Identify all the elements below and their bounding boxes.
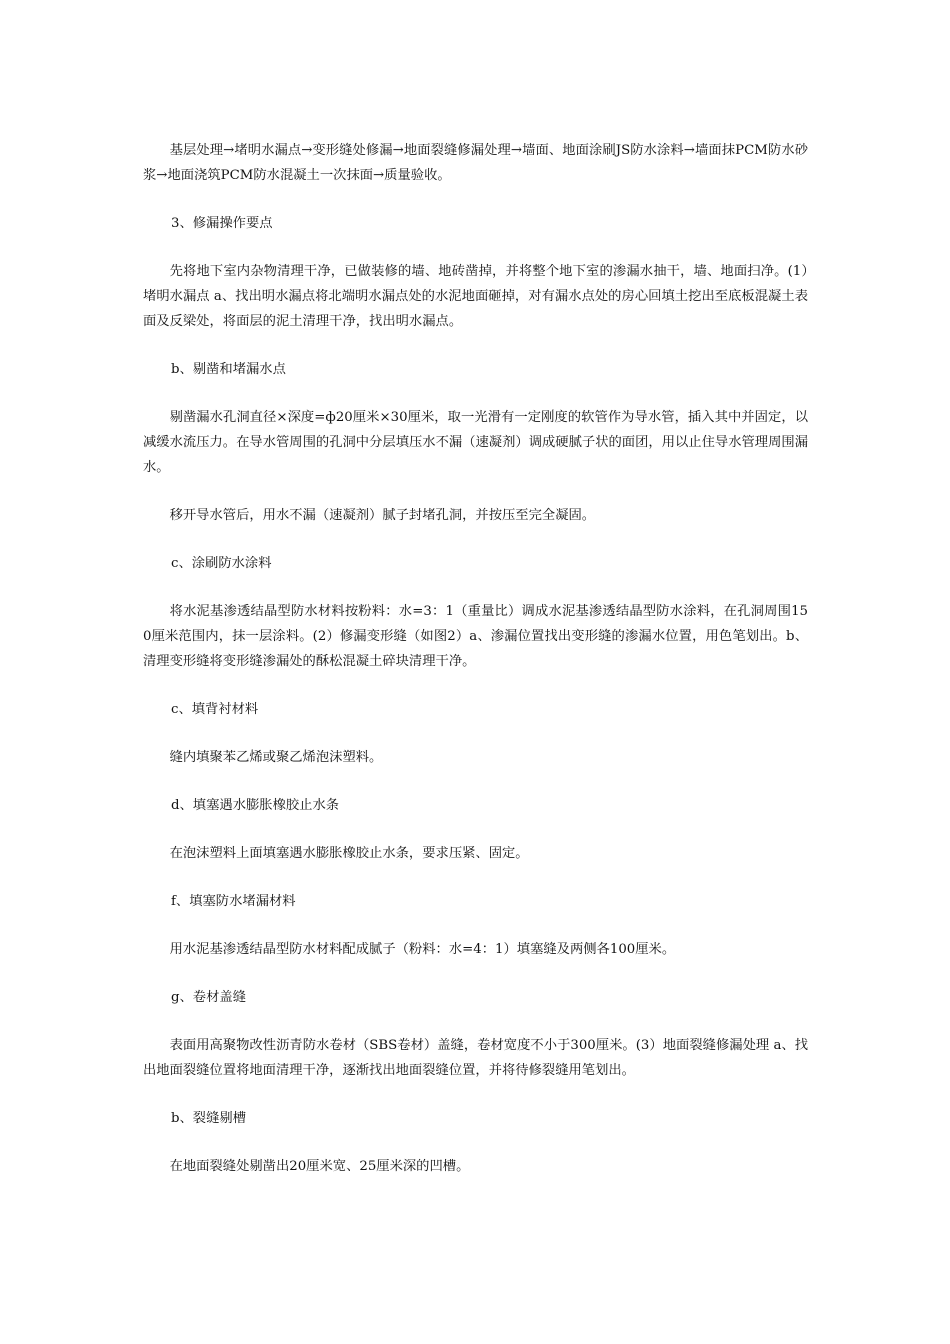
heading-plugging: f、填塞防水堵漏材料 [171,894,296,909]
paragraph-preparation: 先将地下室内杂物清理干净，已做装修的墙、地砖凿掉，并将整个地下室的渗漏水抽干，墙、地面扫净。(1）堵明水漏点 a、找出明水漏点将北端明水漏点处的水泥地面砸掉，对有漏水点处的房心回填土挖出至底板混凝土表面及反梁处，将面层的泥土清理干净，找出明水漏点。 [143,264,808,329]
paragraph-backing: 缝内填聚苯乙烯或聚乙烯泡沫塑料。 [169,750,383,765]
heading-groove: b、裂缝剔槽 [171,1111,246,1126]
heading-key-points: 3、修漏操作要点 [171,216,273,231]
document-body [143,138,808,1179]
paragraph-plugging: 用水泥基渗透结晶型防水材料配成腻子（粉料：水=4：1）填塞缝及两侧各100厘米。 [169,942,676,957]
paragraph-coating: 将水泥基渗透结晶型防水材料按粉料：水=3：1（重量比）调成水泥基渗透结晶型防水涂料，在孔洞周围150厘米范围内，抹一层涂料。(2）修漏变形缝（如图2）a、渗漏位置找出变形缝的渗漏水位置，用色笔划出。b、清理变形缝将变形缝渗漏处的酥松混凝土碎块清理干净。 [143,604,808,669]
heading-chisel-plug: b、剔凿和堵漏水点 [171,362,286,377]
paragraph-groove: 在地面裂缝处剔凿出20厘米宽、25厘米深的凹槽。 [169,1159,470,1174]
paragraph-remove-pipe: 移开导水管后，用水不漏（速凝剂）腻子封堵孔洞，并按压至完全凝固。 [169,508,596,523]
heading-coating: c、涂刷防水涂料 [171,556,272,571]
heading-waterstop: d、填塞遇水膨胀橡胶止水条 [171,798,340,813]
paragraph-membrane: 表面用高聚物改性沥青防水卷材（SBS卷材）盖缝，卷材宽度不小于300厘米。(3）地面裂缝修漏处理 a、找出地面裂缝位置将地面清理干净，逐渐找出地面裂缝位置，并将待修裂缝用笔划出。 [143,1038,808,1078]
heading-membrane: g、卷材盖缝 [171,990,246,1005]
heading-backing: c、填背衬材料 [171,702,259,717]
paragraph-process-flow: 基层处理→堵明水漏点→变形缝处修漏→地面裂缝修漏处理→墙面、地面涂刷JS防水涂料→墙面抹PCM防水砂浆→地面浇筑PCM防水混凝土一次抹面→质量验收。 [143,143,808,183]
paragraph-chisel-hole: 剔凿漏水孔洞直径×深度=ф20厘米×30厘米，取一光滑有一定刚度的软管作为导水管，插入其中并固定，以减缓水流压力。在导水管周围的孔洞中分层填压水不漏（速凝剂）调成硬腻子状的面团，用以止住导水管理周围漏水。 [143,410,808,475]
paragraph-waterstop: 在泡沫塑料上面填塞遇水膨胀橡胶止水条，要求压紧、固定。 [169,846,529,861]
